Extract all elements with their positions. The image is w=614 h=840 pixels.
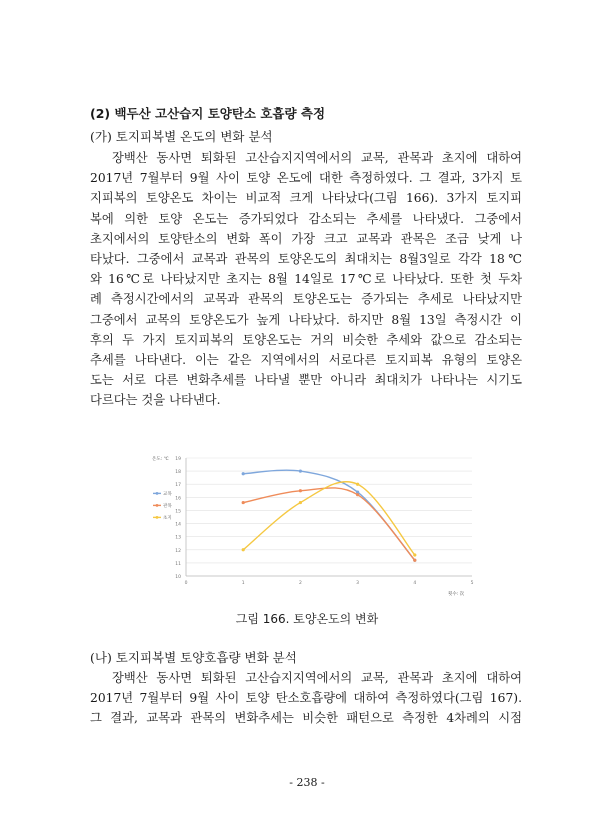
text-line: 다르다는 것을 나타낸다.	[90, 393, 221, 408]
series-line-3	[243, 482, 415, 555]
text-line: 초지에서의 토양탄소의 변화 폭이 가장 크고 교목과 관목은 조금 낮게 나	[90, 231, 522, 246]
text-line: 그 결과, 교목과 관목의 변화추세는 비슷한 패턴으로 측정한 4차례의 시점	[90, 711, 522, 726]
y-tick-label: 18	[175, 470, 181, 476]
x-tick-label: 3	[356, 581, 360, 586]
y-tick-label: 17	[175, 483, 181, 489]
text-line: 도는 서로 다른 변화추세를 나타낼 뿐만 아니라 최대치가 나타나는 시기도	[90, 373, 522, 388]
text-line: 례 측정시간에서의 교목과 관목의 토양온도는 증가되는 추세로 나타났지만	[90, 292, 522, 307]
legend-marker	[156, 516, 159, 519]
text-line: 복에 의한 토양 온도는 증가되었다 감소되는 추세를 나타냈다. 그중에서	[90, 211, 522, 226]
data-point	[242, 472, 245, 475]
x-axis-title: 횟수: 次	[448, 592, 465, 597]
subsection-title-respiration: (나) 토지피복별 토양호흡량 변화 분석	[90, 650, 297, 665]
data-point	[356, 483, 359, 486]
y-tick-label: 13	[175, 535, 181, 541]
y-tick-label: 16	[175, 496, 181, 502]
figure-caption: 그림 166. 토양온도의 변화	[235, 612, 379, 626]
section-heading: (2) 백두산 고산습지 토양탄소 호흡량 측정	[90, 106, 326, 121]
legend-marker	[156, 492, 159, 495]
text-line: 후의 두 가지 토지피복의 토양온도는 거의 비슷한 추세와 값으로 감소되는	[90, 332, 522, 347]
series-line-1	[243, 470, 415, 560]
text-line: 추세를 나타낸다. 이는 같은 지역에서의 서로다른 토지피복 유형의 토양온	[90, 352, 522, 367]
data-point	[242, 501, 245, 504]
y-tick-label: 14	[175, 522, 181, 528]
y-tick-label: 15	[175, 509, 181, 515]
data-point	[299, 489, 302, 492]
x-tick-label: 4	[413, 581, 417, 586]
x-tick-label: 2	[298, 581, 302, 586]
y-tick-label: 11	[175, 561, 181, 567]
text-line: 2017년 7월부터 9월 사이 토양 탄소호흡량에 대하여 측정하였다(그림 167).	[90, 691, 522, 706]
paragraph-temperature-analysis	[90, 148, 522, 410]
soil-temperature-chart	[150, 446, 480, 604]
series-line-2	[243, 488, 415, 560]
y-tick-label: 19	[175, 457, 181, 462]
page-number: - 238 -	[289, 776, 325, 789]
paragraph-respiration-analysis	[90, 668, 522, 729]
data-point	[356, 493, 359, 496]
chart-canvas	[150, 446, 480, 604]
text-line: 와 16℃로 나타났지만 초지는 8월 14일로 17℃로 나타났다. 또한 첫 두차	[90, 272, 522, 287]
data-point	[413, 553, 416, 556]
legend-label: 초지	[163, 516, 172, 521]
legend-label: 관목	[163, 504, 172, 509]
text-line: 2017년 7월부터 9월 사이 토양 온도에 대한 측정하였다. 그 결과, 3가지 토	[90, 171, 522, 186]
text-line: 그중에서 교목의 토양온도가 높게 나타났다. 하지만 8월 13일 측정시간 이	[90, 312, 522, 327]
y-tick-label: 12	[175, 548, 181, 554]
data-point	[413, 559, 416, 562]
text-line: 장백산 동사면 퇴화된 고산습지지역에서의 교목, 관목과 초지에 대하여	[112, 671, 522, 685]
x-tick-label: 5	[470, 581, 474, 586]
text-line: 장백산 동사면 퇴화된 고산습지지역에서의 교목, 관목과 초지에 대하여	[112, 151, 522, 165]
y-tick-label: 10	[175, 575, 181, 580]
legend-marker	[156, 504, 159, 507]
text-line: 지피복의 토양온도 차이는 비교적 크게 나타났다(그림 166). 3가지 토지피	[90, 191, 522, 206]
text-line: 타났다. 그중에서 교목과 관목의 토양온도의 최대치는 8월3일로 각각 18℃	[90, 251, 522, 266]
subsection-title-temperature: (가) 토지피복별 온도의 변화 분석	[90, 129, 273, 144]
y-axis-title: 온도: ℃	[152, 457, 169, 462]
x-tick-label: 0	[184, 581, 188, 586]
data-point	[299, 501, 302, 504]
x-tick-label: 1	[241, 581, 245, 586]
data-point	[242, 548, 245, 551]
legend-label: 교목	[163, 492, 172, 497]
data-point	[299, 470, 302, 473]
